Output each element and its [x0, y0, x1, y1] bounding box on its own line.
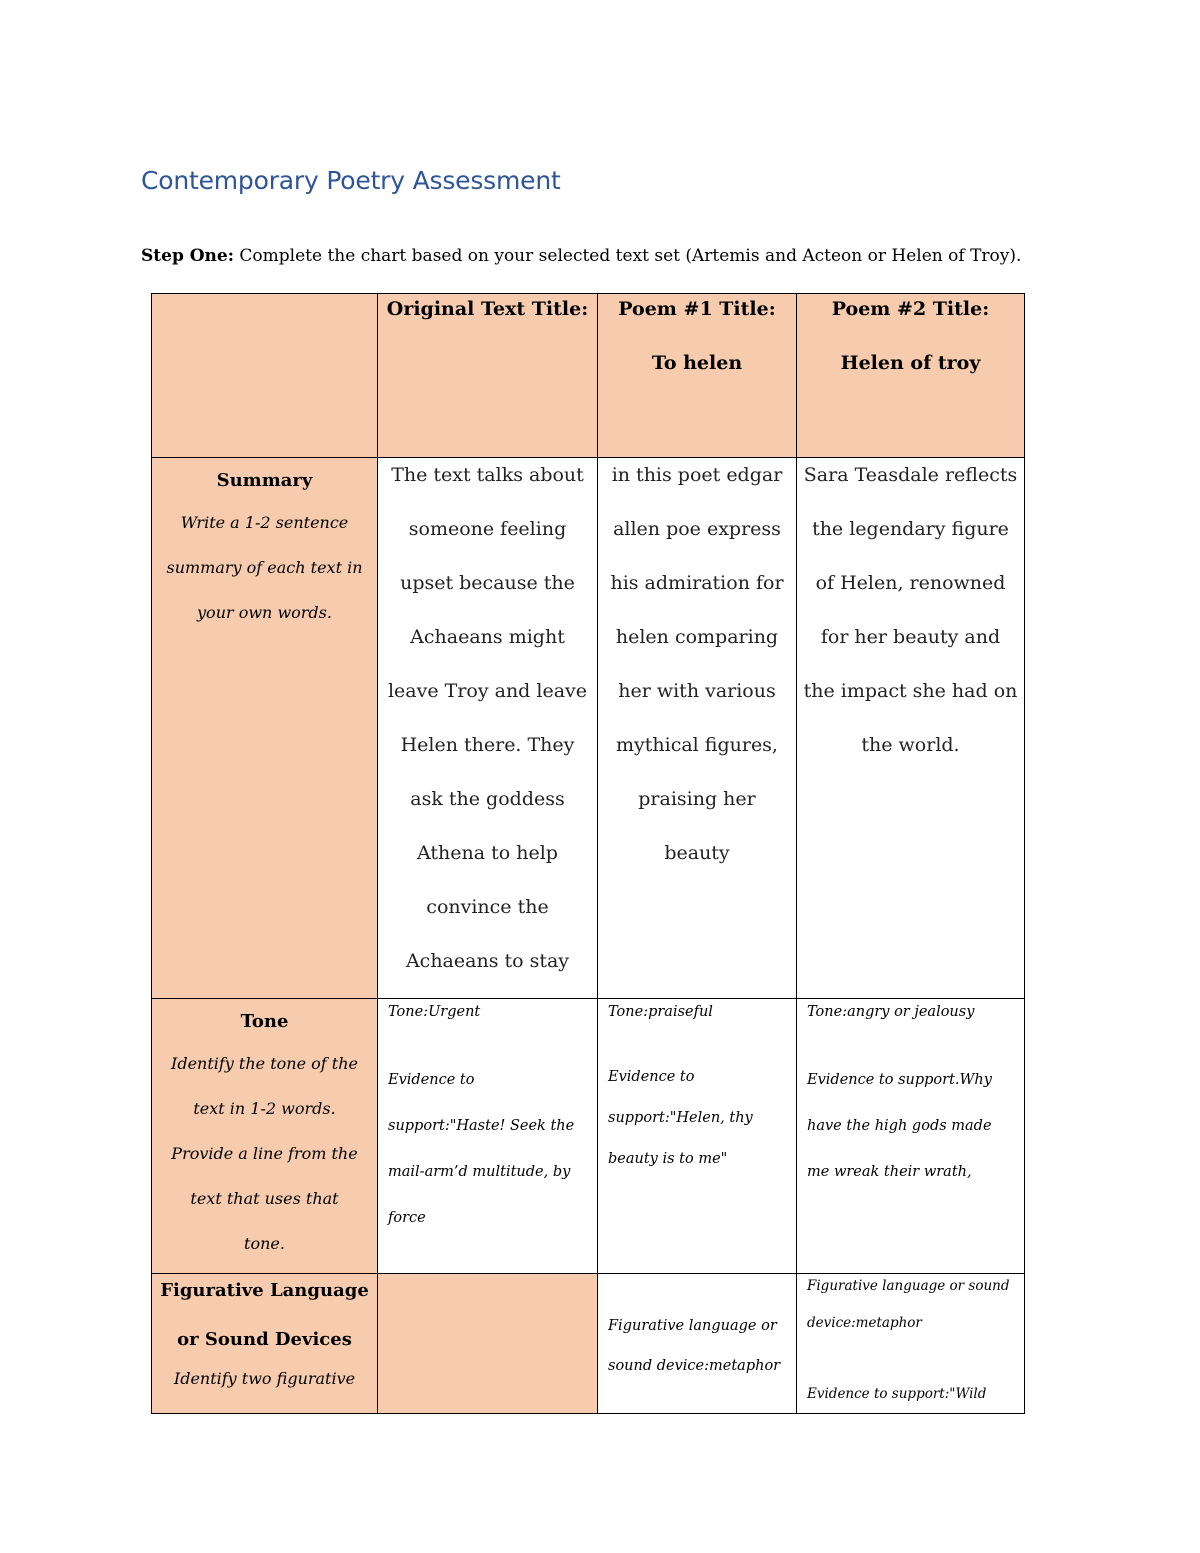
figurative-poem2-evidence: Evidence to support:"Wild: [807, 1386, 987, 1402]
summary-label-cell: [152, 458, 378, 999]
summary-poem2-text: Sara Teasdale reflects the legendary figure of Helen, renowned for her beauty and the impact she had on the world.: [803, 464, 1018, 756]
step-text: Complete the chart based on your selected text set (Artemis and Acteon or Helen of Troy).: [239, 246, 1022, 266]
summary-row: [152, 458, 1025, 999]
summary-label: Summary: [216, 470, 313, 491]
tone-poem2-value: Tone:angry or jealousy: [807, 1004, 975, 1020]
header-poem2-cell: [797, 294, 1025, 458]
summary-poem1-text: in this poet edgar allen poe express his admiration for helen comparing her with various mythical figures, praising her beauty: [610, 464, 784, 864]
summary-poem2-cell: [797, 458, 1025, 999]
tone-row: [152, 999, 1025, 1274]
figurative-instruction: Identify two figurative: [173, 1369, 356, 1388]
tone-poem1-cell: [598, 999, 797, 1274]
step-label: Step One:: [141, 246, 235, 266]
summary-original-text: The text talks about someone feeling upset because the Achaeans might leave Troy and leave Helen there. They ask the goddess Athena to help convince the Achaeans to stay: [387, 464, 588, 972]
poem2-title-value: Helen of troy: [840, 352, 981, 374]
original-title-label: Original Text Title:: [386, 298, 589, 320]
page-title: Contemporary Poetry Assessment: [141, 166, 561, 195]
figurative-original-cell: [378, 1274, 598, 1414]
tone-original-evidence: Evidence to support:"Haste! Seek the mail-arm’d multitude, by force: [388, 1072, 575, 1226]
tone-original-value: Tone:Urgent: [388, 1004, 481, 1020]
summary-poem1-cell: [598, 458, 797, 999]
header-poem1-cell: [598, 294, 797, 458]
header-original-cell: [378, 294, 598, 458]
figurative-row: [152, 1274, 1025, 1414]
header-empty-cell: [152, 294, 378, 458]
figurative-label: Figurative Language or Sound Devices: [160, 1280, 369, 1350]
tone-label-cell: [152, 999, 378, 1274]
summary-instruction: Write a 1-2 sentence summary of each text in your own words.: [166, 513, 363, 622]
step-one-instructions: [141, 246, 1021, 266]
figurative-poem1-cell: [598, 1274, 797, 1414]
poem1-title-value: To helen: [651, 352, 743, 374]
header-row: [152, 294, 1025, 458]
figurative-poem2-device: Figurative language or sound device:metaphor: [807, 1278, 1010, 1331]
figurative-poem1-text: Figurative language or sound device:metaphor: [608, 1318, 781, 1374]
tone-poem1-evidence: Evidence to support:"Helen, thy beauty is to me": [608, 1069, 753, 1167]
tone-poem2-evidence: Evidence to support.Why have the high gods made me wreak their wrath,: [807, 1072, 992, 1180]
figurative-poem2-cell: [797, 1274, 1025, 1414]
poem1-title-label: Poem #1 Title: To helen: [618, 298, 776, 374]
figurative-label-cell: [152, 1274, 378, 1414]
tone-original-cell: [378, 999, 598, 1274]
assessment-chart: [151, 293, 1025, 1414]
tone-instruction: Identify the tone of the text in 1-2 words. Provide a line from the text that uses that tone.: [171, 1054, 358, 1253]
tone-label: Tone: [240, 1011, 289, 1032]
tone-poem2-cell: [797, 999, 1025, 1274]
tone-poem1-value: Tone:praiseful: [608, 1004, 713, 1020]
poem2-title-label: Poem #2 Title: Helen of troy: [831, 298, 990, 374]
summary-original-cell: [378, 458, 598, 999]
